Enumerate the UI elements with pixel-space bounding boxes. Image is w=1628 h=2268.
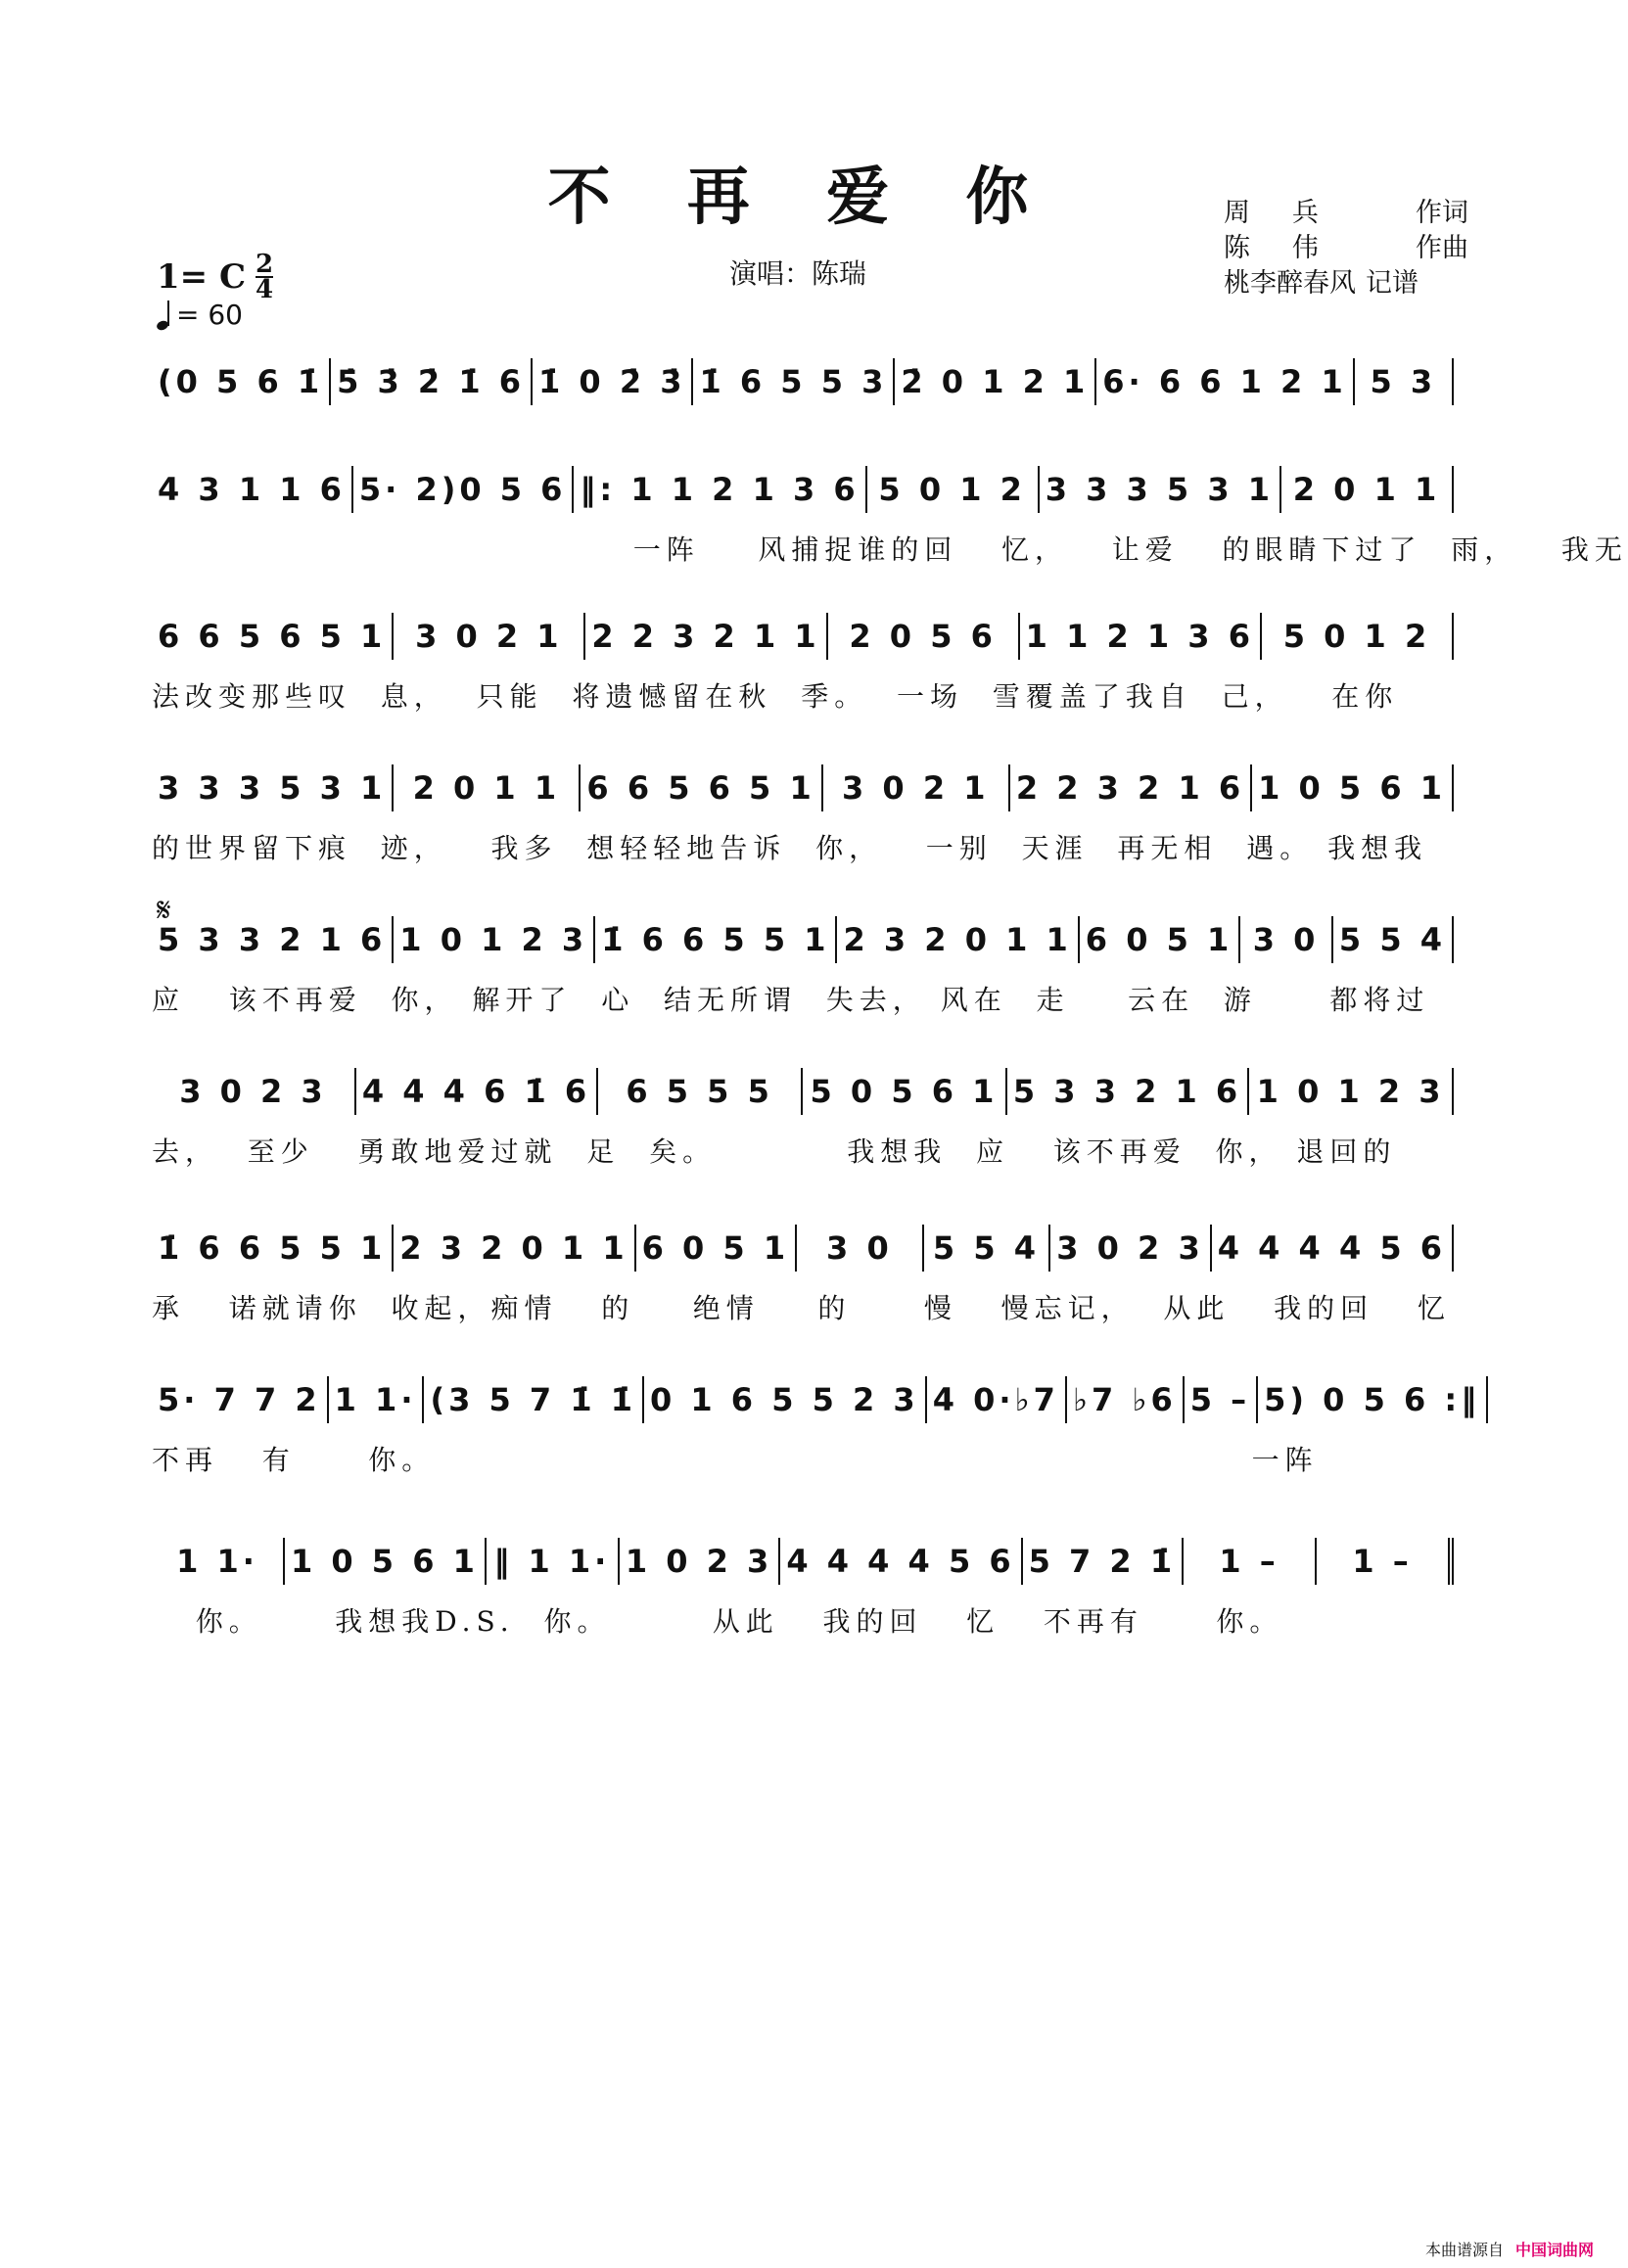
song-title: 不 再 爱 你: [547, 161, 1056, 234]
measure: 2 2 3 2 1 1: [585, 613, 827, 660]
credits: [1224, 196, 1468, 301]
measure: 4 4 4 4 5 6: [780, 1538, 1022, 1585]
lyricist-credit: 周 兵 作词: [1224, 198, 1468, 228]
measure: 1 0 1 2 3: [394, 916, 595, 963]
measure: 5 3 3 2 1 6: [152, 916, 394, 963]
notation-row: [152, 1219, 1454, 1277]
measure: 2 3 2 0 1 1: [837, 916, 1079, 963]
measure: 6 6 5 6 5 1: [581, 764, 822, 811]
measure: 3 0: [1240, 916, 1333, 963]
measure: 2 3 2 0 1 1: [394, 1225, 635, 1272]
key-signature: [157, 250, 274, 304]
lyrics-line: [152, 421, 1454, 460]
measure: 5 5 4: [924, 1225, 1051, 1272]
measure: 5 –: [1185, 1376, 1258, 1423]
footer: [1425, 2238, 1594, 2260]
notation-row: [152, 1062, 1454, 1121]
lyrics-line: 一阵 风捕捉谁的回 忆， 让爱 的眼睛下过了 雨， 我无: [152, 533, 1628, 566]
lyrics-line: 的世界留下痕 迹， 我多 想轻轻地告诉 你， 一别 天涯 再无相 遇。 我想我: [152, 832, 1428, 864]
measure: 6 5 5 5: [598, 1068, 803, 1115]
notation-system: [152, 1370, 1481, 1478]
measure: 1 0 5 6 1: [285, 1538, 487, 1585]
notation-system: [152, 1532, 1454, 1640]
measure: 6 0 5 1: [636, 1225, 797, 1272]
measure: 5 7 2 1̇: [1023, 1538, 1184, 1585]
singer-credit: 演唱：陈瑞: [729, 257, 867, 290]
notation-system: [152, 460, 1628, 568]
measure: 1 0 5 6 1: [1252, 764, 1454, 811]
segno-icon: 𝄋: [157, 891, 171, 930]
notation-system: [152, 607, 1454, 715]
composer-credit: 陈 伟 作曲: [1224, 233, 1468, 263]
measure: 3 0: [797, 1225, 924, 1272]
measure: (3 5 7 1̇ 1̇: [424, 1376, 644, 1423]
measure: 5 0 5 6 1: [803, 1068, 1007, 1115]
measure: 6 0 5 1: [1080, 916, 1240, 963]
measure: 4 4 4 6 1̇ 6: [356, 1068, 598, 1115]
key-label: 1= C: [157, 257, 247, 297]
measure: 5 0 1 2: [1262, 613, 1454, 660]
measure: 1 1 2 1 3 6: [1020, 613, 1262, 660]
measure: 3 3 3 5 3 1: [1040, 466, 1281, 513]
measure: 2 0 5 6: [828, 613, 1020, 660]
measure: 6· 6 6 1 2 1: [1096, 358, 1354, 405]
measure: 1 1·: [152, 1538, 285, 1585]
notation-system: [152, 910, 1454, 1018]
notation-row: [152, 460, 1454, 519]
lyrics-line: 应 该不再爱 你， 解开了 心 结无所谓 失去， 风在 走 云在 游 都将过: [152, 984, 1430, 1016]
measure: 5 3 3 2 1 6: [1007, 1068, 1249, 1115]
lyrics-line: 去， 至少 勇敢地爱过就 足 矣。 我想我 应 该不再爱 你， 退回的: [152, 1135, 1397, 1168]
notation-system: [152, 759, 1454, 866]
lyrics-line: 法改变那些叹 息， 只能 将遗憾留在秋 季。 一场 雪覆盖了我自 己， 在你: [152, 680, 1399, 713]
notation-system: [152, 1219, 1454, 1326]
lyrics-line: 你。 我想我D.S. 你。 从此 我的回 忆 不再有 你。: [152, 1605, 1283, 1638]
footer-source: 本曲谱源自: [1424, 2241, 1504, 2259]
measure: 1̇ 6 6 5 5 1: [152, 1225, 394, 1272]
transcriber-credit: 桃李醉春风 记谱: [1224, 268, 1419, 299]
lyrics-line: 承 诺就请你 收起，痴情 的 绝情 的 慢 慢忘记， 从此 我的回 忆: [152, 1292, 1451, 1324]
measure: 3 0 2 3: [152, 1068, 356, 1115]
notation-row: [152, 759, 1454, 817]
measure: ‖ 1 1·: [487, 1538, 620, 1585]
measure: 5 3: [1355, 358, 1454, 405]
measure: 1 –: [1317, 1538, 1454, 1585]
notation-system: [152, 1062, 1454, 1170]
measure: ‖: 1 1 2 1 3 6: [574, 466, 866, 513]
measure: 2 2 3 2 1 6: [1010, 764, 1252, 811]
measure: 1 0 1 2 3: [1249, 1068, 1454, 1115]
measure: 1̇ 6 5 5 3: [693, 358, 895, 405]
measure: 2 0 1 1: [394, 764, 581, 811]
notation-row: [152, 910, 1454, 969]
measure: 1̇ 0 2̇ 3̇: [533, 358, 693, 405]
measure: 5) 0 5 6 :‖: [1258, 1376, 1488, 1423]
notation-row: [152, 352, 1454, 411]
measure: 5̇ 3̇ 2̇ 1̇ 6: [331, 358, 533, 405]
measure: 1 0 2 3: [620, 1538, 780, 1585]
notation-row: [152, 607, 1454, 666]
measure: 0 1 6 5 5 2 3: [644, 1376, 927, 1423]
measure: ♭7 ♭6: [1067, 1376, 1185, 1423]
time-signature: 2 4: [256, 250, 274, 304]
measure: 1̇ 6 6 5 5 1: [595, 916, 837, 963]
measure: 1 –: [1184, 1538, 1317, 1585]
measure: 5 0 1 2: [867, 466, 1040, 513]
measure: 4 4 4 4 5 6: [1212, 1225, 1454, 1272]
lyrics-line: 不再 有 你。 一阵: [152, 1444, 1319, 1476]
measure: 3 0 2 3: [1050, 1225, 1211, 1272]
measure: 5· 2)0 5 6: [353, 466, 575, 513]
footer-brand: 中国词曲网: [1514, 2241, 1594, 2259]
notation-system: [152, 352, 1454, 460]
measure: 1 1·: [329, 1376, 425, 1423]
measure: (0 5 6 1̇: [152, 358, 331, 405]
measure: 5 5 4: [1333, 916, 1454, 963]
measure: 2̇ 0 1 2 1: [895, 358, 1096, 405]
tempo-marking: = 60: [157, 299, 243, 331]
notation-row: [152, 1532, 1454, 1591]
measure: 2 0 1 1: [1281, 466, 1454, 513]
measure: 3 3 3 5 3 1: [152, 764, 394, 811]
measure: 4 3 1 1 6: [152, 466, 353, 513]
measure: 6 6 5 6 5 1: [152, 613, 394, 660]
measure: 3 0 2 1: [394, 613, 585, 660]
measure: 4 0·♭7: [927, 1376, 1067, 1423]
quarter-note-icon: [157, 301, 170, 330]
measure: 3 0 2 1: [823, 764, 1010, 811]
notation-row: [152, 1370, 1481, 1429]
measure: 5· 7 7 2: [152, 1376, 329, 1423]
